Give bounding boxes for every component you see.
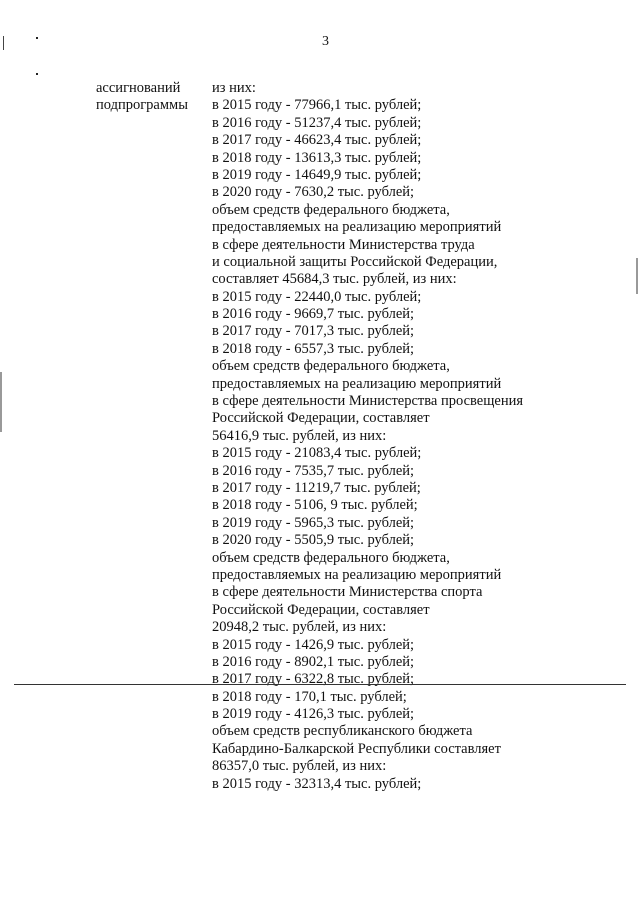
- text-line: из них:: [212, 80, 256, 96]
- text-line: в 2018 году - 13613,3 тыс. рублей;: [212, 149, 422, 166]
- text-line: в сфере деятельности Министерства спорта: [212, 584, 483, 601]
- text-line: в 2015 году - 22440,0 тыс. рублей;: [212, 288, 422, 305]
- text-line: Кабардино-Балкарской Республики составляет: [212, 740, 501, 757]
- scan-edge-mark: [636, 258, 638, 294]
- text-line: в 2018 году - 170,1 тыс. рублей;: [212, 688, 407, 705]
- text-line: в 2018 году - 6557,3 тыс. рублей;: [212, 340, 415, 357]
- text-line: в 2019 году - 4126,3 тыс. рублей;: [212, 706, 415, 723]
- text-line: в 2020 году - 5505,9 тыс. рублей;: [212, 532, 415, 549]
- text-line: в 2017 году - 46623,4 тыс. рублей;: [212, 132, 422, 149]
- text-line: объем средств федерального бюджета,: [212, 358, 450, 375]
- text-line: в 2020 году - 7630,2 тыс. рублей;: [212, 184, 415, 201]
- text-line: составляет 45684,3 тыс. рублей, из них:: [212, 271, 457, 288]
- scan-speck: [36, 73, 38, 75]
- text-line: в 2019 году - 5965,3 тыс. рублей;: [212, 514, 415, 531]
- text-line: 56416,9 тыс. рублей, из них:: [212, 427, 387, 444]
- text-line: в сфере деятельности Министерства просвещения: [212, 393, 524, 410]
- text-line: в 2018 году - 5106, 9 тыс. рублей;: [212, 497, 418, 514]
- text-line: объем средств республиканского бюджета: [212, 723, 473, 740]
- text-line: Российской Федерации, составляет: [212, 601, 430, 618]
- text-line: в 2016 году - 7535,7 тыс. рублей;: [212, 462, 415, 479]
- text-line: предоставляемых на реализацию мероприятий: [212, 219, 502, 236]
- text-line: в 2015 году - 21083,4 тыс. рублей;: [212, 445, 422, 462]
- text-line: в 2016 году - 51237,4 тыс. рублей;: [212, 114, 422, 131]
- text-line: в 2015 году - 1426,9 тыс. рублей;: [212, 636, 415, 653]
- row-label-line: подпрограммы: [96, 97, 188, 114]
- scan-speck: [36, 37, 38, 39]
- text-line: в 2016 году - 9669,7 тыс. рублей;: [212, 306, 415, 323]
- text-line: 86357,0 тыс. рублей, из них:: [212, 758, 387, 775]
- text-line: в 2017 году - 6322,8 тыс. рублей;: [212, 671, 415, 688]
- funding-text: [212, 80, 632, 793]
- text-line: объем средств федерального бюджета,: [212, 549, 450, 566]
- text-line: объем средств федерального бюджета,: [212, 201, 450, 218]
- row-label-line: ассигнований: [96, 80, 181, 96]
- text-line: в 2015 году - 32313,4 тыс. рублей;: [212, 775, 422, 792]
- scan-edge-mark: [0, 372, 2, 432]
- text-line: 20948,2 тыс. рублей, из них:: [212, 619, 387, 636]
- text-line: в 2017 году - 7017,3 тыс. рублей;: [212, 323, 415, 340]
- page-number: 3: [322, 34, 329, 49]
- text-line: предоставляемых на реализацию мероприятий: [212, 375, 502, 392]
- text-line: предоставляемых на реализацию мероприятий: [212, 566, 502, 583]
- text-line: в 2017 году - 11219,7 тыс. рублей;: [212, 479, 421, 496]
- text-line: в 2016 году - 8902,1 тыс. рублей;: [212, 653, 415, 670]
- text-line: Российской Федерации, составляет: [212, 410, 430, 427]
- text-line: и социальной защиты Российской Федерации,: [212, 253, 498, 270]
- text-line: в 2015 году - 77966,1 тыс. рублей;: [212, 97, 422, 114]
- row-label: [96, 80, 206, 115]
- horizontal-rule: [14, 684, 626, 685]
- scan-edge-mark: [3, 36, 4, 50]
- text-line: в 2019 году - 14649,9 тыс. рублей;: [212, 166, 422, 183]
- text-line: в сфере деятельности Министерства труда: [212, 236, 475, 253]
